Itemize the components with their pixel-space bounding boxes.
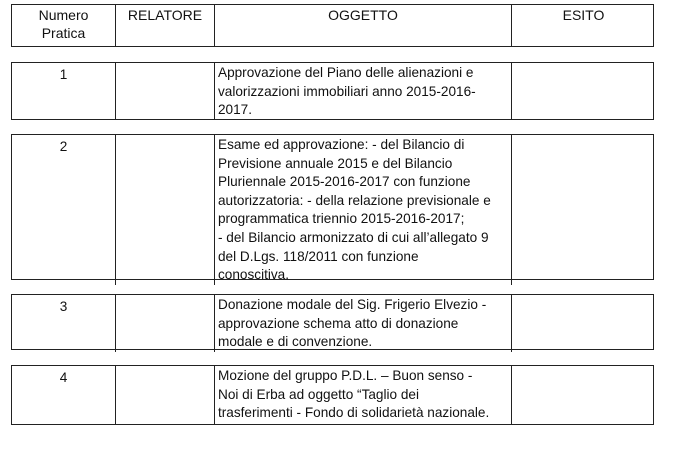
esito-cell <box>511 63 655 120</box>
numero-cell: 1 <box>59 67 68 82</box>
header-oggetto: OGGETTO <box>214 5 511 46</box>
oggetto-line: Previsione annuale 2015 e del Bilancio <box>218 155 453 171</box>
header-numero-pratica <box>12 5 115 46</box>
oggetto-line: Noi di Erba ad oggetto “Taglio dei <box>218 386 420 402</box>
relatore-cell <box>115 295 214 352</box>
relatore-cell <box>115 135 214 285</box>
numero-cell: 2 <box>59 139 68 154</box>
esito-cell <box>511 135 655 285</box>
oggetto-line: Esame ed approvazione: - del Bilancio di <box>218 137 465 152</box>
oggetto-line: autorizzatoria: - della relazione previsionale e <box>218 192 491 208</box>
oggetto-line: programmatica triennio 2015-2016-2017; <box>218 211 465 227</box>
oggetto-cell <box>214 135 511 285</box>
oggetto-line: - del Bilancio armonizzato di cui all’allegato 9 <box>218 229 489 245</box>
item-table-3 <box>11 294 654 350</box>
oggetto-line: conoscitiva. <box>218 267 290 283</box>
oggetto-line: Approvazione del Piano delle alienazioni e <box>218 65 474 80</box>
oggetto-cell <box>214 63 511 120</box>
oggetto-line: 2017. <box>218 102 253 118</box>
header-esito: ESITO <box>511 5 655 46</box>
oggetto-line: valorizzazioni immobiliari anno 2015-2016- <box>218 83 476 99</box>
oggetto-line: modale e di convenzione. <box>218 334 373 350</box>
header-numero-line1: Numero <box>38 7 89 23</box>
numero-cell: 3 <box>59 299 68 314</box>
item-table-4 <box>11 365 654 425</box>
oggetto-cell <box>214 295 511 352</box>
oggetto-cell <box>214 366 511 424</box>
oggetto-line: Pluriennale 2015-2016-2017 con funzione <box>218 174 471 190</box>
item-table-2 <box>11 134 654 283</box>
esito-cell <box>511 295 655 352</box>
relatore-cell <box>115 63 214 120</box>
oggetto-line: del D.Lgs. 118/2011 con funzione <box>218 248 419 264</box>
numero-cell: 4 <box>59 370 68 385</box>
header-numero-line2: Pratica <box>41 25 86 41</box>
oggetto-line: Mozione del gruppo P.D.L. – Buon senso - <box>218 368 473 383</box>
header-table <box>11 4 654 47</box>
oggetto-line: approvazione schema atto di donazione <box>218 315 459 331</box>
item-table-1 <box>11 62 654 120</box>
oggetto-line: Donazione modale del Sig. Frigerio Elvezio - <box>218 297 487 312</box>
relatore-cell <box>115 366 214 424</box>
header-relatore: RELATORE <box>115 5 214 46</box>
esito-cell <box>511 366 655 424</box>
oggetto-line: trasferimenti - Fondo di solidarietà nazionale. <box>218 405 490 421</box>
